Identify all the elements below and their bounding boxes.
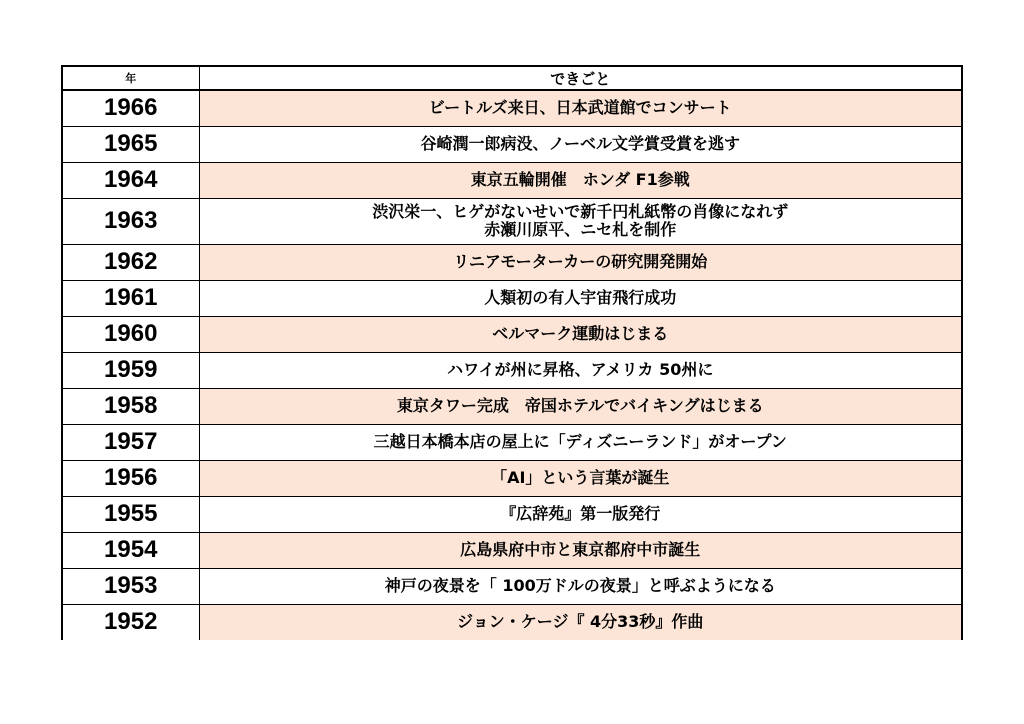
table-row — [62, 352, 962, 388]
event-cell: ビートルズ来日、日本武道館でコンサート — [199, 90, 962, 126]
events-table — [61, 65, 963, 640]
event-cell: 人類初の有人宇宙飛行成功 — [199, 280, 962, 316]
event-cell: ジョン・ケージ『 4分33秒』作曲 — [199, 604, 962, 640]
table-row — [62, 280, 962, 316]
table-row — [62, 604, 962, 640]
event-cell: 東京五輪開催 ホンダ F1参戦 — [199, 162, 962, 198]
table-row — [62, 244, 962, 280]
event-cell: 東京タワー完成 帝国ホテルでバイキングはじまる — [199, 388, 962, 424]
header-row — [62, 66, 962, 90]
event-cell: 『広辞苑』第一版発行 — [199, 496, 962, 532]
event-cell: ハワイが州に昇格、アメリカ 50州に — [199, 352, 962, 388]
year-cell: 1957 — [62, 424, 199, 460]
event-cell: 谷崎潤一郎病没、ノーベル文学賞受賞を逃す — [199, 126, 962, 162]
year-cell: 1958 — [62, 388, 199, 424]
event-cell: リニアモーターカーの研究開発開始 — [199, 244, 962, 280]
year-cell: 1965 — [62, 126, 199, 162]
table-row — [62, 316, 962, 352]
year-cell: 1953 — [62, 568, 199, 604]
year-cell: 1962 — [62, 244, 199, 280]
year-cell: 1966 — [62, 90, 199, 126]
year-cell: 1961 — [62, 280, 199, 316]
year-cell: 1955 — [62, 496, 199, 532]
event-cell: 広島県府中市と東京都府中市誕生 — [199, 532, 962, 568]
year-cell: 1956 — [62, 460, 199, 496]
table-row — [62, 90, 962, 126]
year-column-header: 年 — [62, 66, 199, 90]
table-row — [62, 460, 962, 496]
event-cell: 「AI」という言葉が誕生 — [199, 460, 962, 496]
year-cell: 1960 — [62, 316, 199, 352]
table-row — [62, 162, 962, 198]
table-row — [62, 568, 962, 604]
event-cell: 渋沢栄一、ヒゲがないせいで新千円札紙幣の肖像になれず 赤瀬川原平、ニセ札を制作 — [199, 198, 962, 244]
table-row — [62, 126, 962, 162]
year-cell: 1963 — [62, 198, 199, 244]
year-cell: 1964 — [62, 162, 199, 198]
table-row — [62, 388, 962, 424]
event-column-header: できごと — [199, 66, 962, 90]
year-cell: 1952 — [62, 604, 199, 640]
year-cell: 1954 — [62, 532, 199, 568]
table-row — [62, 198, 962, 244]
table-row — [62, 532, 962, 568]
table-row — [62, 424, 962, 460]
event-cell: 三越日本橋本店の屋上に「ディズニーランド」がオープン — [199, 424, 962, 460]
event-cell: ベルマーク運動はじまる — [199, 316, 962, 352]
table-row — [62, 496, 962, 532]
year-cell: 1959 — [62, 352, 199, 388]
event-cell: 神戸の夜景を「 100万ドルの夜景」と呼ぶようになる — [199, 568, 962, 604]
